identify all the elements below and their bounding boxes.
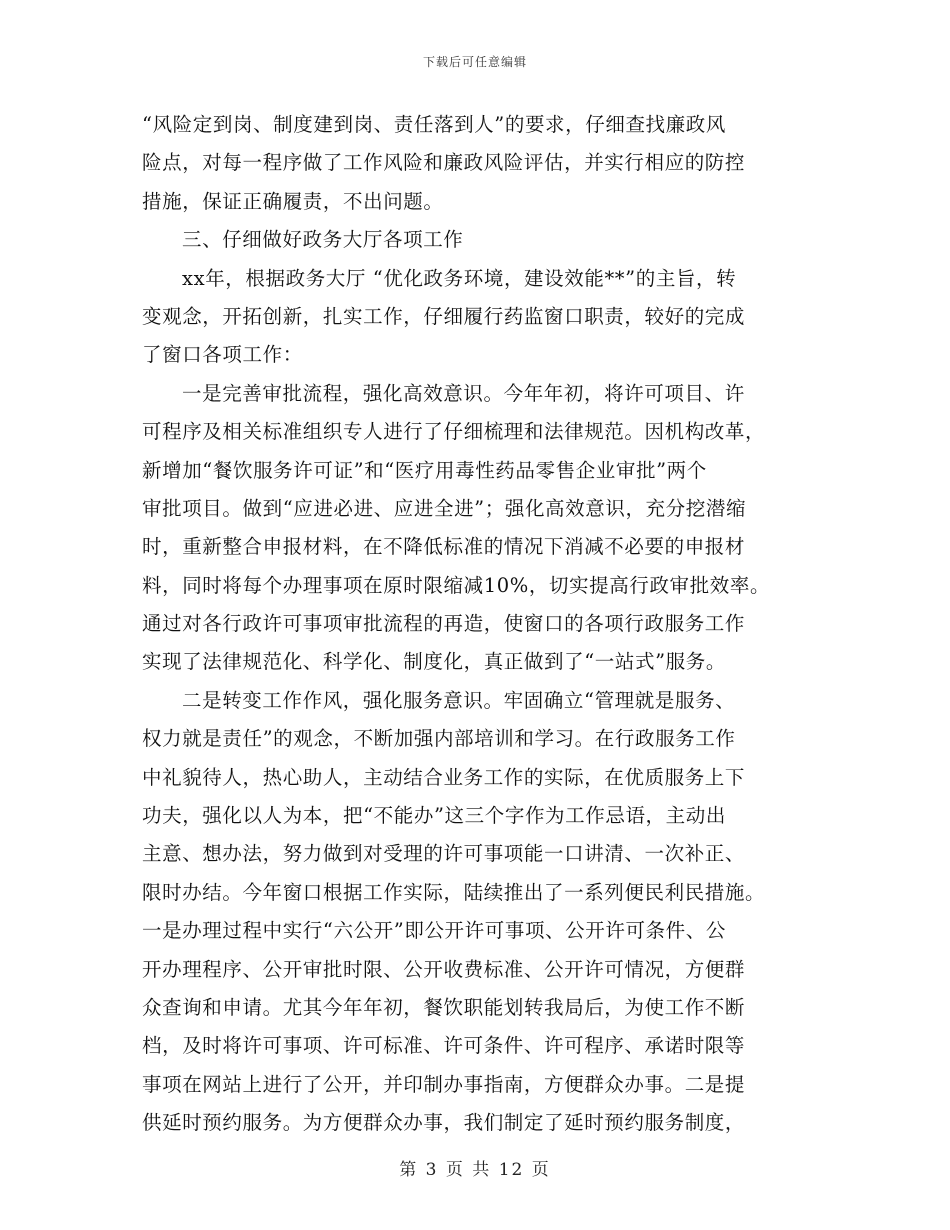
- text-line: 供延时预约服务。为方便群众办事，我们制定了延时预约服务制度，: [142, 1111, 746, 1135]
- text-line: 通过对各行政许可事项审批流程的再造，使窗口的各项行政服务工作: [142, 612, 746, 636]
- page-number-footer: 第 3 页 共 12 页: [399, 1160, 551, 1180]
- text-line: 众查询和申请。尤其今年年初，餐饮职能划转我局后，为使工作不断: [142, 995, 746, 1019]
- text-line: 审批项目。做到“应进必进、应进全进”；强化高效意识，充分挖潜缩: [142, 496, 747, 520]
- text-line: 实现了法律规范化、科学化、制度化，真正做到了“一站式”服务。: [142, 650, 726, 674]
- text-line: 料，同时将每个办理事项在原时限缩减10%，切实提高行政审批效率。: [142, 573, 771, 597]
- section-heading: 三、仔细做好政务大厅各项工作: [182, 228, 464, 252]
- document-body: [142, 106, 810, 1143]
- text-line: 一是完善审批流程，强化高效意识。今年年初，将许可项目、许: [182, 381, 745, 405]
- text-line: 措施，保证正确履责，不出问题。: [142, 189, 444, 213]
- text-line: xx年，根据政务大厅 “优化政务环境，建设效能**”的主旨，转: [182, 266, 737, 290]
- text-line: 功夫，强化以人为本，把“不能办”这三个字作为工作忌语，主动出: [142, 804, 726, 828]
- text-line: “风险定到岗、制度建到岗、责任落到人”的要求，仔细查找廉政风: [142, 113, 726, 136]
- text-line: 二是转变工作作风，强化服务意识。牢固确立“管理就是服务、: [182, 688, 736, 712]
- text-line: 变观念，开拓创新，扎实工作，仔细履行药监窗口职责，较好的完成: [142, 304, 746, 328]
- page-header: 下载后可任意编辑: [422, 55, 527, 69]
- text-line: 可程序及相关标准组织专人进行了仔细梳理和法律规范。因机构改革，: [142, 420, 766, 444]
- text-line: 事项在网站上进行了公开，并印制办事指南，方便群众办事。二是提: [142, 1072, 746, 1096]
- text-line: 了窗口各项工作：: [142, 343, 303, 367]
- text-line: 新增加“餐饮服务许可证”和“医疗用毒性药品零售企业审批”两个: [142, 458, 707, 482]
- text-line: 时，重新整合申报材料，在不降低标准的情况下消减不必要的申报材: [142, 535, 746, 559]
- text-line: 一是办理过程中实行“六公开”即公开许可事项、公开许可条件、公: [142, 919, 726, 943]
- text-line: 限时办结。今年窗口根据工作实际，陆续推出了一系列便民利民措施。: [142, 880, 766, 904]
- text-line: 开办理程序、公开审批时限、公开收费标准、公开许可情况，方便群: [142, 957, 746, 981]
- text-line: 中礼貌待人，热心助人，主动结合业务工作的实际，在优质服务上下: [142, 765, 746, 789]
- text-line: 主意、想办法，努力做到对受理的许可事项能一口讲清、一次补正、: [142, 842, 746, 866]
- text-line: 档，及时将许可事项、许可标准、许可条件、许可程序、承诺时限等: [142, 1034, 746, 1058]
- text-line: 险点，对每一程序做了工作风险和廉政风险评估，并实行相应的防控: [142, 151, 746, 175]
- text-line: 权力就是责任”的观念，不断加强内部培训和学习。在行政服务工作: [142, 727, 736, 751]
